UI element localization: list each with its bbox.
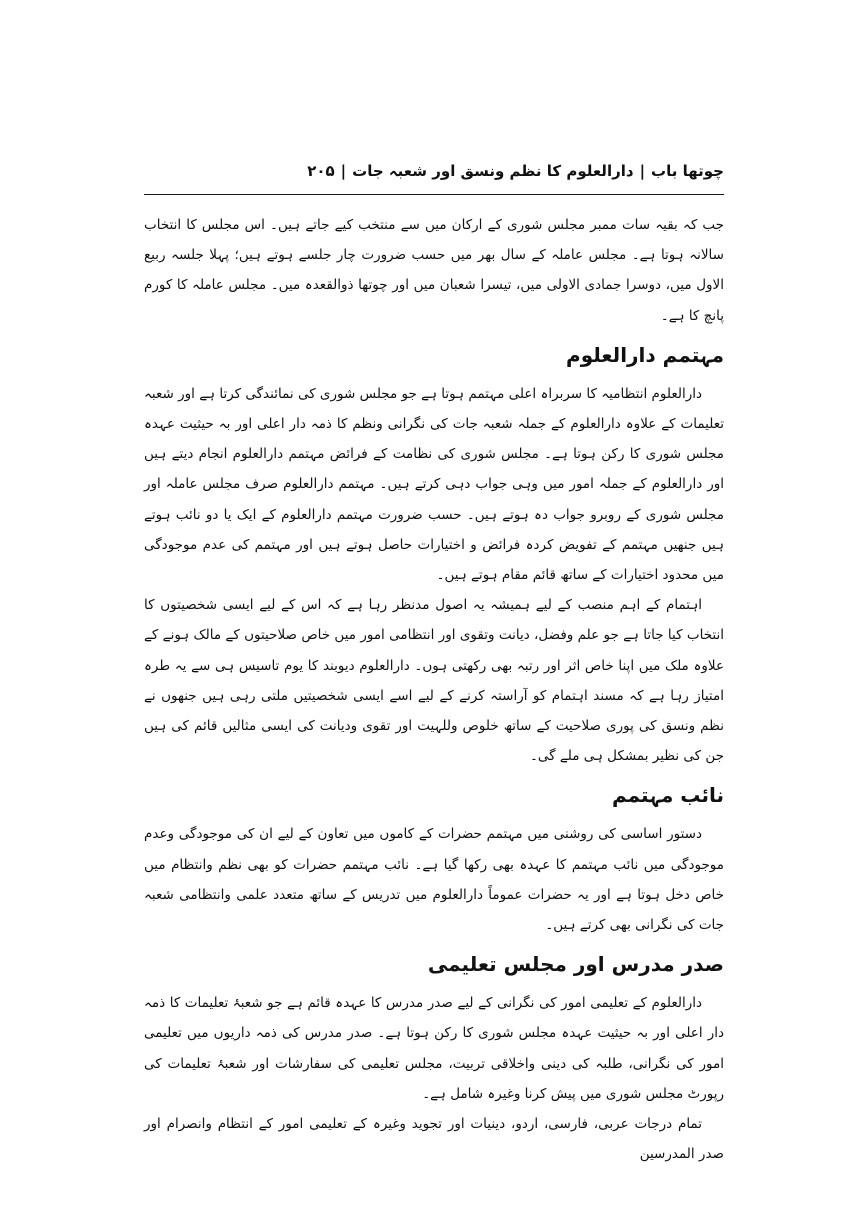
paragraph-sadr-mudarris-2: تمام درجات عربی، فارسی، اردو، دینیات اور تجوید وغیرہ کے تعلیمی امور کے انتظام وانصرام اور صدر المدرسین [144, 1116, 724, 1163]
paragraph-muhtamim-1: دارالعلوم انتظامیہ کا سربراہ اعلی مہتمم ہوتا ہے جو مجلس شوری کی نمائندگی کرتا ہے اور شعبہ تعلیمات کے علاوہ دارالعلوم کے جملہ شعبہ جات کی نگرانی ونظم کا ذمہ دار اعلی اور بہ حیثیت عہدہ مجلس شوری کا رکن ہوتا ہے۔ مجلس شوری کی نظامت کے فرائض مہتمم دارالعلوم انجام دیتے ہیں اور دارالعلوم کے جملہ امور میں وہی جواب دہی کرتے ہیں۔ مہتمم دارالعلوم صرف مجلس عاملہ اور مجلس شوری کے روبرو جواب دہ ہوتے ہیں۔ حسب ضرورت مہتمم دارالعلوم کے ایک یا دو نائب ہوتے ہیں جنھیں مہتمم کے تفویض کردہ فرائض و اختیارات حاصل ہوتے ہیں اور مہتمم کی عدم موجودگی میں محدود اختیارات کے ساتھ قائم مقام ہوتے ہیں۔ [144, 385, 724, 584]
page-number: ۲۰۵ [307, 162, 335, 180]
header-separator: | [340, 162, 347, 180]
body-text [144, 210, 724, 1169]
section-heading-muhtamim: مہتمم دارالعلوم [566, 342, 724, 367]
chapter-title: دارالعلوم کا نظم ونسق اور شعبہ جات [352, 162, 634, 180]
paragraph-muhtamim-2: اہتمام کے اہم منصب کے لیے ہمیشہ یہ اصول مدنظر رہا ہے کہ اس کے لیے ایسی شخصیتوں کا انتخاب کیا جاتا ہے جو علم وفضل، دیانت وتقوی اور انتظامی امور میں خاص صلاحیتوں کے مالک ہونے کے علاوہ ملک میں اپنا خاص اثر اور رتبہ بھی رکھتی ہوں۔ دارالعلوم دیوبند کا یوم تاسیس ہی سے یہ طرہ امتیاز رہا ہے کہ مسند اہتمام کو آراستہ کرنے کے لیے اسے ایسی شخصیتیں ملتی رہی ہیں جنھوں نے نظم ونسق کی پوری صلاحیت کے ساتھ خلوص وللہیت اور تقوی ودیانت کی ایسی مثالیں قائم کی ہیں جن کی نظیر بمشکل ہی ملے گی۔ [144, 597, 724, 765]
section-heading-naib-muhtamim: نائب مہتمم [611, 783, 724, 808]
running-header [144, 152, 724, 190]
header-rule [144, 194, 724, 195]
paragraph-sadr-mudarris-1: دارالعلوم کے تعلیمی امور کی نگرانی کے لیے صدر مدرس کا عہدہ قائم ہے جو شعبۂ تعلیمات کا ذمہ دار اعلی اور بہ حیثیت عہدہ مجلس شوری کا رکن ہوتا ہے۔ صدر مدرس کی ذمہ داریوں میں تعلیمی امور کی نگرانی، طلبہ کی دینی واخلاقی تربیت، مجلس تعلیمی کی سفارشات اور شعبۂ تعلیمات کی رپورٹ مجلس شوری میں پیش کرنا وغیرہ شامل ہے۔ [144, 995, 724, 1102]
header-separator: | [639, 162, 646, 180]
chapter-label: چوتھا باب [651, 162, 724, 180]
paragraph-naib-muhtamim-1: دستور اساسی کی روشنی میں مہتمم حضرات کے کاموں میں تعاون کے لیے ان کی موجودگی وعدم موجودگی میں نائب مہتمم کا عہدہ بھی رکھا گیا ہے۔ نائب مہتمم حضرات کو بھی نظم وانتظام میں خاص دخل ہوتا ہے اور یہ حضرات عموماً دارالعلوم میں تدریس کے ساتھ متعدد علمی وانتظامی شعبہ جات کی نگرانی بھی کرتے ہیں۔ [144, 826, 724, 934]
intro-paragraph: جب کہ بقیہ سات ممبر مجلس شوری کے ارکان میں سے منتخب کیے جاتے ہیں۔ اس مجلس کا انتخاب سالانہ ہوتا ہے۔ مجلس عاملہ کے سال بھر میں حسب ضرورت چار جلسے ہوتے ہیں؛ پہلا جلسہ ربیع الاول میں، دوسرا جمادی الاولی میں، تیسرا شعبان میں اور چوتھا ذوالقعدہ میں۔ مجلس عاملہ کا کورم پانچ کا ہے۔ [144, 217, 724, 324]
section-heading-sadr-mudarris: صدر مدرس اور مجلس تعلیمی [427, 952, 724, 977]
